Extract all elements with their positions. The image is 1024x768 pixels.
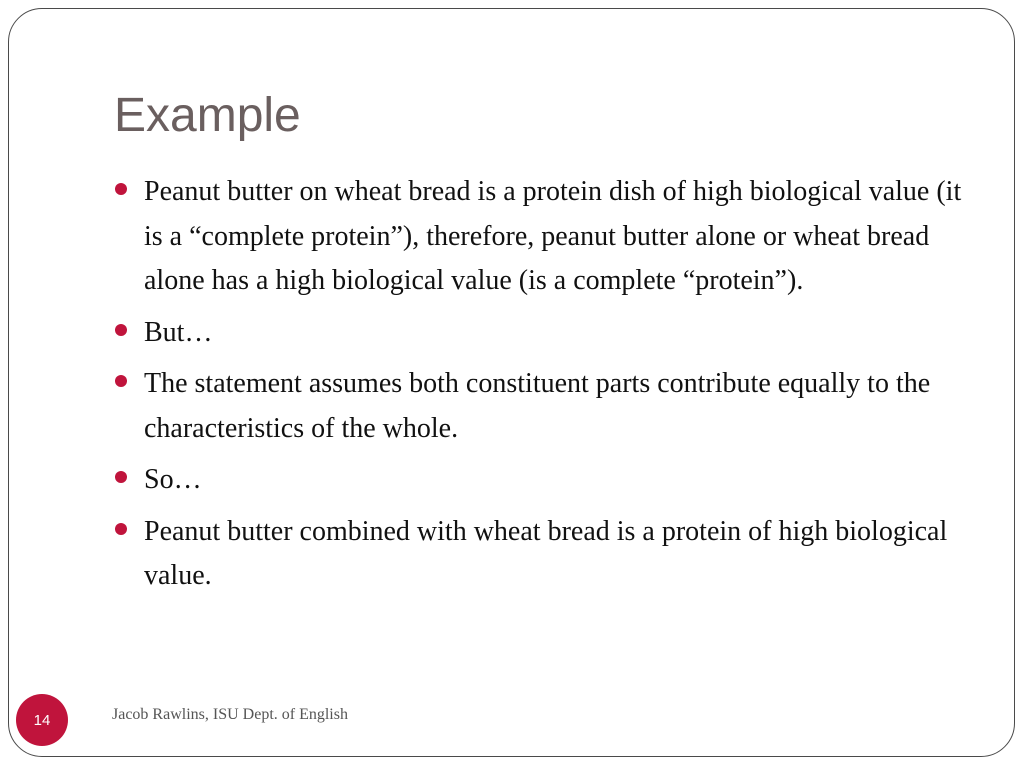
bullet-dot-icon	[115, 471, 127, 483]
bullet-dot-icon	[115, 183, 127, 195]
bullet-item	[114, 510, 974, 599]
bullet-dot-icon	[115, 375, 127, 387]
bullet-text: The statement assumes both constituent parts contribute equally to the characteristics of the whole.	[144, 368, 931, 444]
slide-title: Example	[114, 89, 301, 142]
page-number-badge	[16, 694, 68, 746]
bullet-item	[114, 311, 974, 356]
bullet-item	[114, 362, 974, 451]
bullet-text: Peanut butter on wheat bread is a protein dish of high biological value (it is a “complete protein”), therefore, peanut butter alone or wheat bread alone has a high biological value (is a complete “protein”).	[144, 176, 962, 296]
bullet-list	[114, 170, 974, 606]
bullet-dot-icon	[115, 324, 127, 336]
bullet-item	[114, 458, 974, 503]
bullet-text: So…	[144, 464, 202, 495]
bullet-dot-icon	[115, 523, 127, 535]
bullet-item	[114, 170, 974, 304]
bullet-text: Peanut butter combined with wheat bread is a protein of high biological value.	[144, 515, 948, 591]
bullet-text: But…	[144, 316, 213, 348]
footer-author: Jacob Rawlins, ISU Dept. of English	[112, 706, 348, 723]
page-number: 14	[33, 711, 51, 729]
